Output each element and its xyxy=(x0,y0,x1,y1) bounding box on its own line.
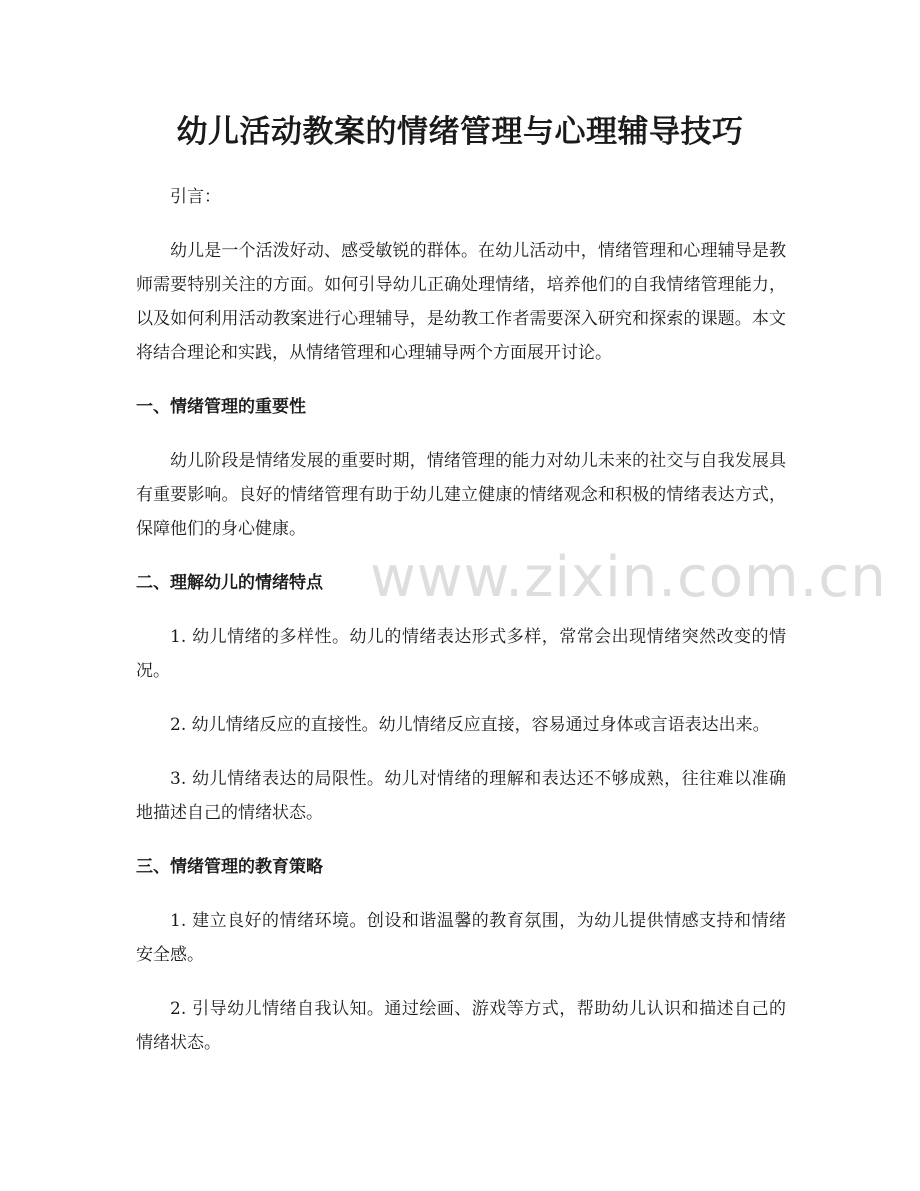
watermark-text: www.zixin.com.cn xyxy=(370,545,887,610)
list-item: 2. 幼儿情绪反应的直接性。幼儿情绪反应直接，容易通过身体或言语表达出来。 xyxy=(170,715,770,735)
section-heading: 三、情绪管理的教育策略 xyxy=(136,857,323,877)
section-heading: 一、情绪管理的重要性 xyxy=(136,397,306,417)
document-title: 幼儿活动教案的情绪管理与心理辅导技巧 xyxy=(176,114,744,150)
section-paragraph: 幼儿阶段是情绪发展的重要时期，情绪管理的能力对幼儿未来的社交与自我发展具有重要影响。良好的情绪管理有助于幼儿建立健康的情绪观念和积极的情绪表达方式，保障他们的身心健康。 xyxy=(136,451,786,539)
intro-paragraph: 幼儿是一个活泼好动、感受敏锐的群体。在幼儿活动中，情绪管理和心理辅导是教师需要特别关注的方面。如何引导幼儿正确处理情绪，培养他们的自我情绪管理能力，以及如何利用活动教案进行心理辅导，是幼教工作者需要深入研究和探索的课题。本文将结合理论和实践，从情绪管理和心理辅导两个方面展开讨论。 xyxy=(136,241,786,363)
list-item: 1. 建立良好的情绪环境。创设和谐温馨的教育氛围，为幼儿提供情感支持和情绪安全感。 xyxy=(136,911,786,965)
intro-label: 引言： xyxy=(170,187,221,207)
document-body xyxy=(136,180,786,1080)
list-item: 2. 引导幼儿情绪自我认知。通过绘画、游戏等方式，帮助幼儿认识和描述自己的情绪状态。 xyxy=(136,999,786,1053)
list-item: 3. 幼儿情绪表达的局限性。幼儿对情绪的理解和表达还不够成熟，往往难以准确地描述自己的情绪状态。 xyxy=(136,769,786,823)
section-heading: 二、理解幼儿的情绪特点 xyxy=(136,573,323,593)
list-item: 1. 幼儿情绪的多样性。幼儿的情绪表达形式多样，常常会出现情绪突然改变的情况。 xyxy=(136,627,786,681)
